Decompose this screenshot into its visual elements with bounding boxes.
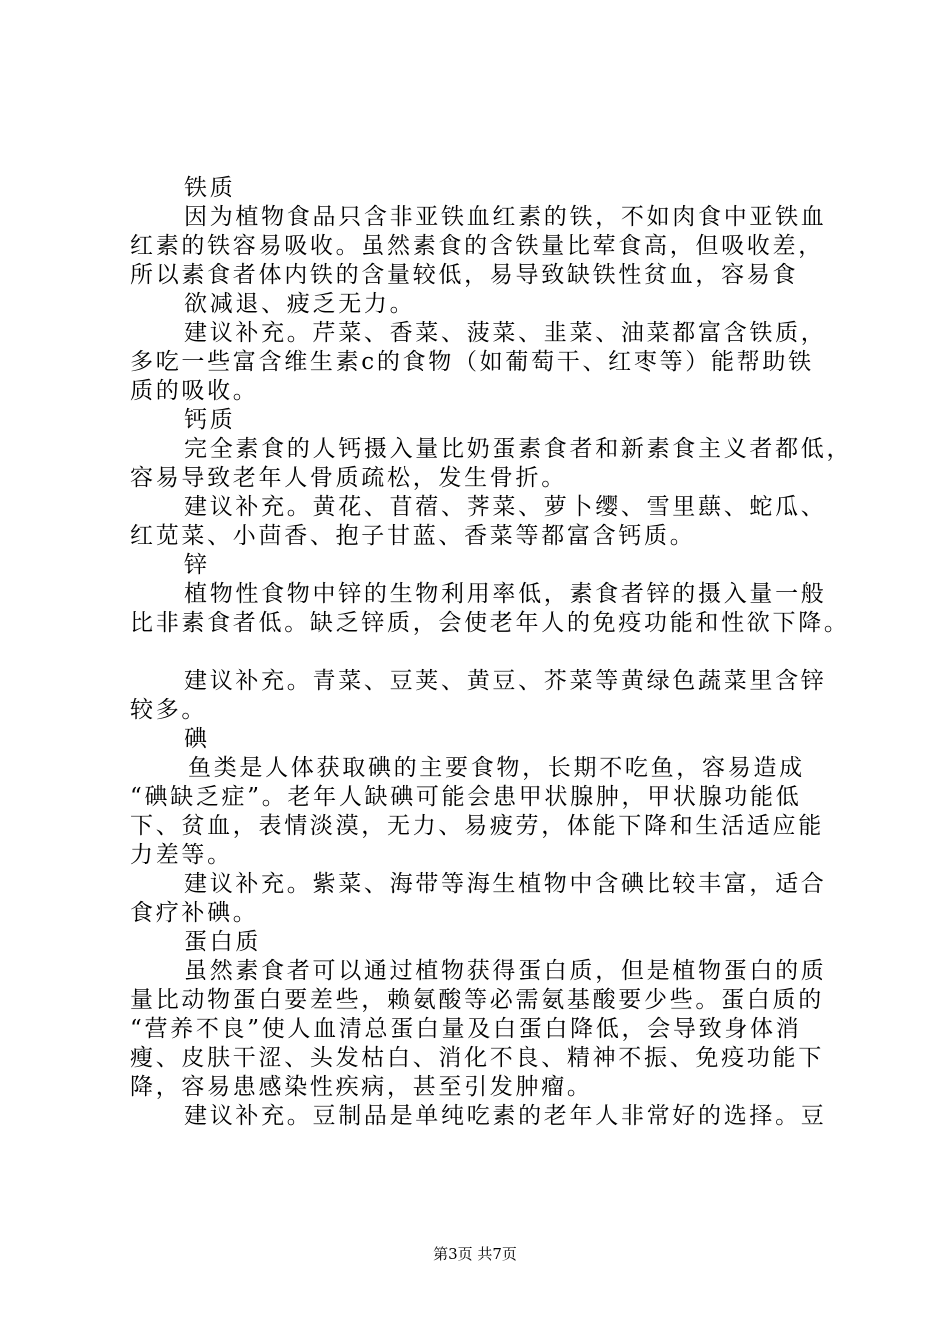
paragraph-line: 量比动物蛋白要差些，赖氨酸等必需氨基酸要少些。蛋白质的 [130, 987, 824, 1013]
paragraph-line: 鱼类是人体获取碘的主要食物，长期不吃鱼，容易造成 [188, 755, 805, 781]
heading-calcium: 钙质 [184, 407, 236, 433]
body-text [130, 174, 853, 1131]
paragraph-line: 建议补充。青菜、豆荚、黄豆、芥菜等黄绿色蔬菜里含锌 [184, 668, 827, 694]
paragraph-line: 红素的铁容易吸收。虽然素食的含铁量比荤食高，但吸收差， [130, 233, 824, 259]
paragraph-line: 建议补充。黄花、苜蓿、荠菜、萝卜缨、雪里蕻、蛇瓜、 [184, 494, 827, 520]
paragraph-line: 降，容易患感染性疾病，甚至引发肿瘤。 [130, 1074, 593, 1100]
paragraph-line: 建议补充。紫菜、海带等海生植物中含碘比较丰富，适合 [184, 871, 827, 897]
paragraph-line: 比非素食者低。缺乏锌质，会使老年人的免疫功能和性欲下降。 [130, 610, 850, 636]
paragraph-line: 红苋菜、小茴香、抱子甘蓝、香菜等都富含钙质。 [130, 523, 696, 549]
paragraph-line: 完全素食的人钙摄入量比奶蛋素食者和新素食主义者都低， [184, 436, 853, 462]
paragraph-line: 欲减退、疲乏无力。 [184, 291, 416, 317]
paragraph-line: 因为植物食品只含非亚铁血红素的铁，不如肉食中亚铁血 [184, 204, 827, 230]
paragraph-line: 较多。 [130, 697, 208, 723]
paragraph-line: 所以素食者体内铁的含量较低，易导致缺铁性贫血，容易食 [130, 262, 799, 288]
paragraph-line: 食疗补碘。 [130, 900, 259, 926]
paragraph-line: “营养不良”使人血清总蛋白量及白蛋白降低，会导致身体消 [130, 1016, 802, 1042]
paragraph-line: 力差等。 [130, 842, 233, 868]
heading-iron: 铁质 [184, 175, 236, 201]
paragraph-line: “碘缺乏症”。老年人缺碘可能会患甲状腺肿，甲状腺功能低 [130, 784, 802, 810]
paragraph-line: 建议补充。豆制品是单纯吃素的老年人非常好的选择。豆 [184, 1103, 827, 1129]
paragraph-line: 质的吸收。 [130, 378, 259, 404]
heading-iodine: 碘 [184, 726, 210, 752]
paragraph-line: 建议补充。芹菜、香菜、菠菜、韭菜、油菜都富含铁质， [184, 320, 827, 346]
paragraph-line: 容易导致老年人骨质疏松，发生骨折。 [130, 465, 567, 491]
paragraph-line: 多吃一些富含维生素c的食物（如葡萄干、红枣等）能帮助铁 [130, 349, 814, 375]
page-footer: 第3页 共7页 [433, 1245, 517, 1263]
heading-zinc: 锌 [184, 552, 210, 578]
heading-protein: 蛋白质 [184, 929, 262, 955]
blank-line [130, 638, 842, 667]
paragraph-line: 植物性食物中锌的生物利用率低，素食者锌的摄入量一般 [184, 581, 827, 607]
paragraph-line: 虽然素食者可以通过植物获得蛋白质，但是植物蛋白的质 [184, 958, 827, 984]
paragraph-line: 下、贫血，表情淡漠，无力、易疲劳，体能下降和生活适应能 [130, 813, 824, 839]
paragraph-line: 瘦、皮肤干涩、头发枯白、消化不良、精神不振、免疫功能下 [130, 1045, 824, 1071]
